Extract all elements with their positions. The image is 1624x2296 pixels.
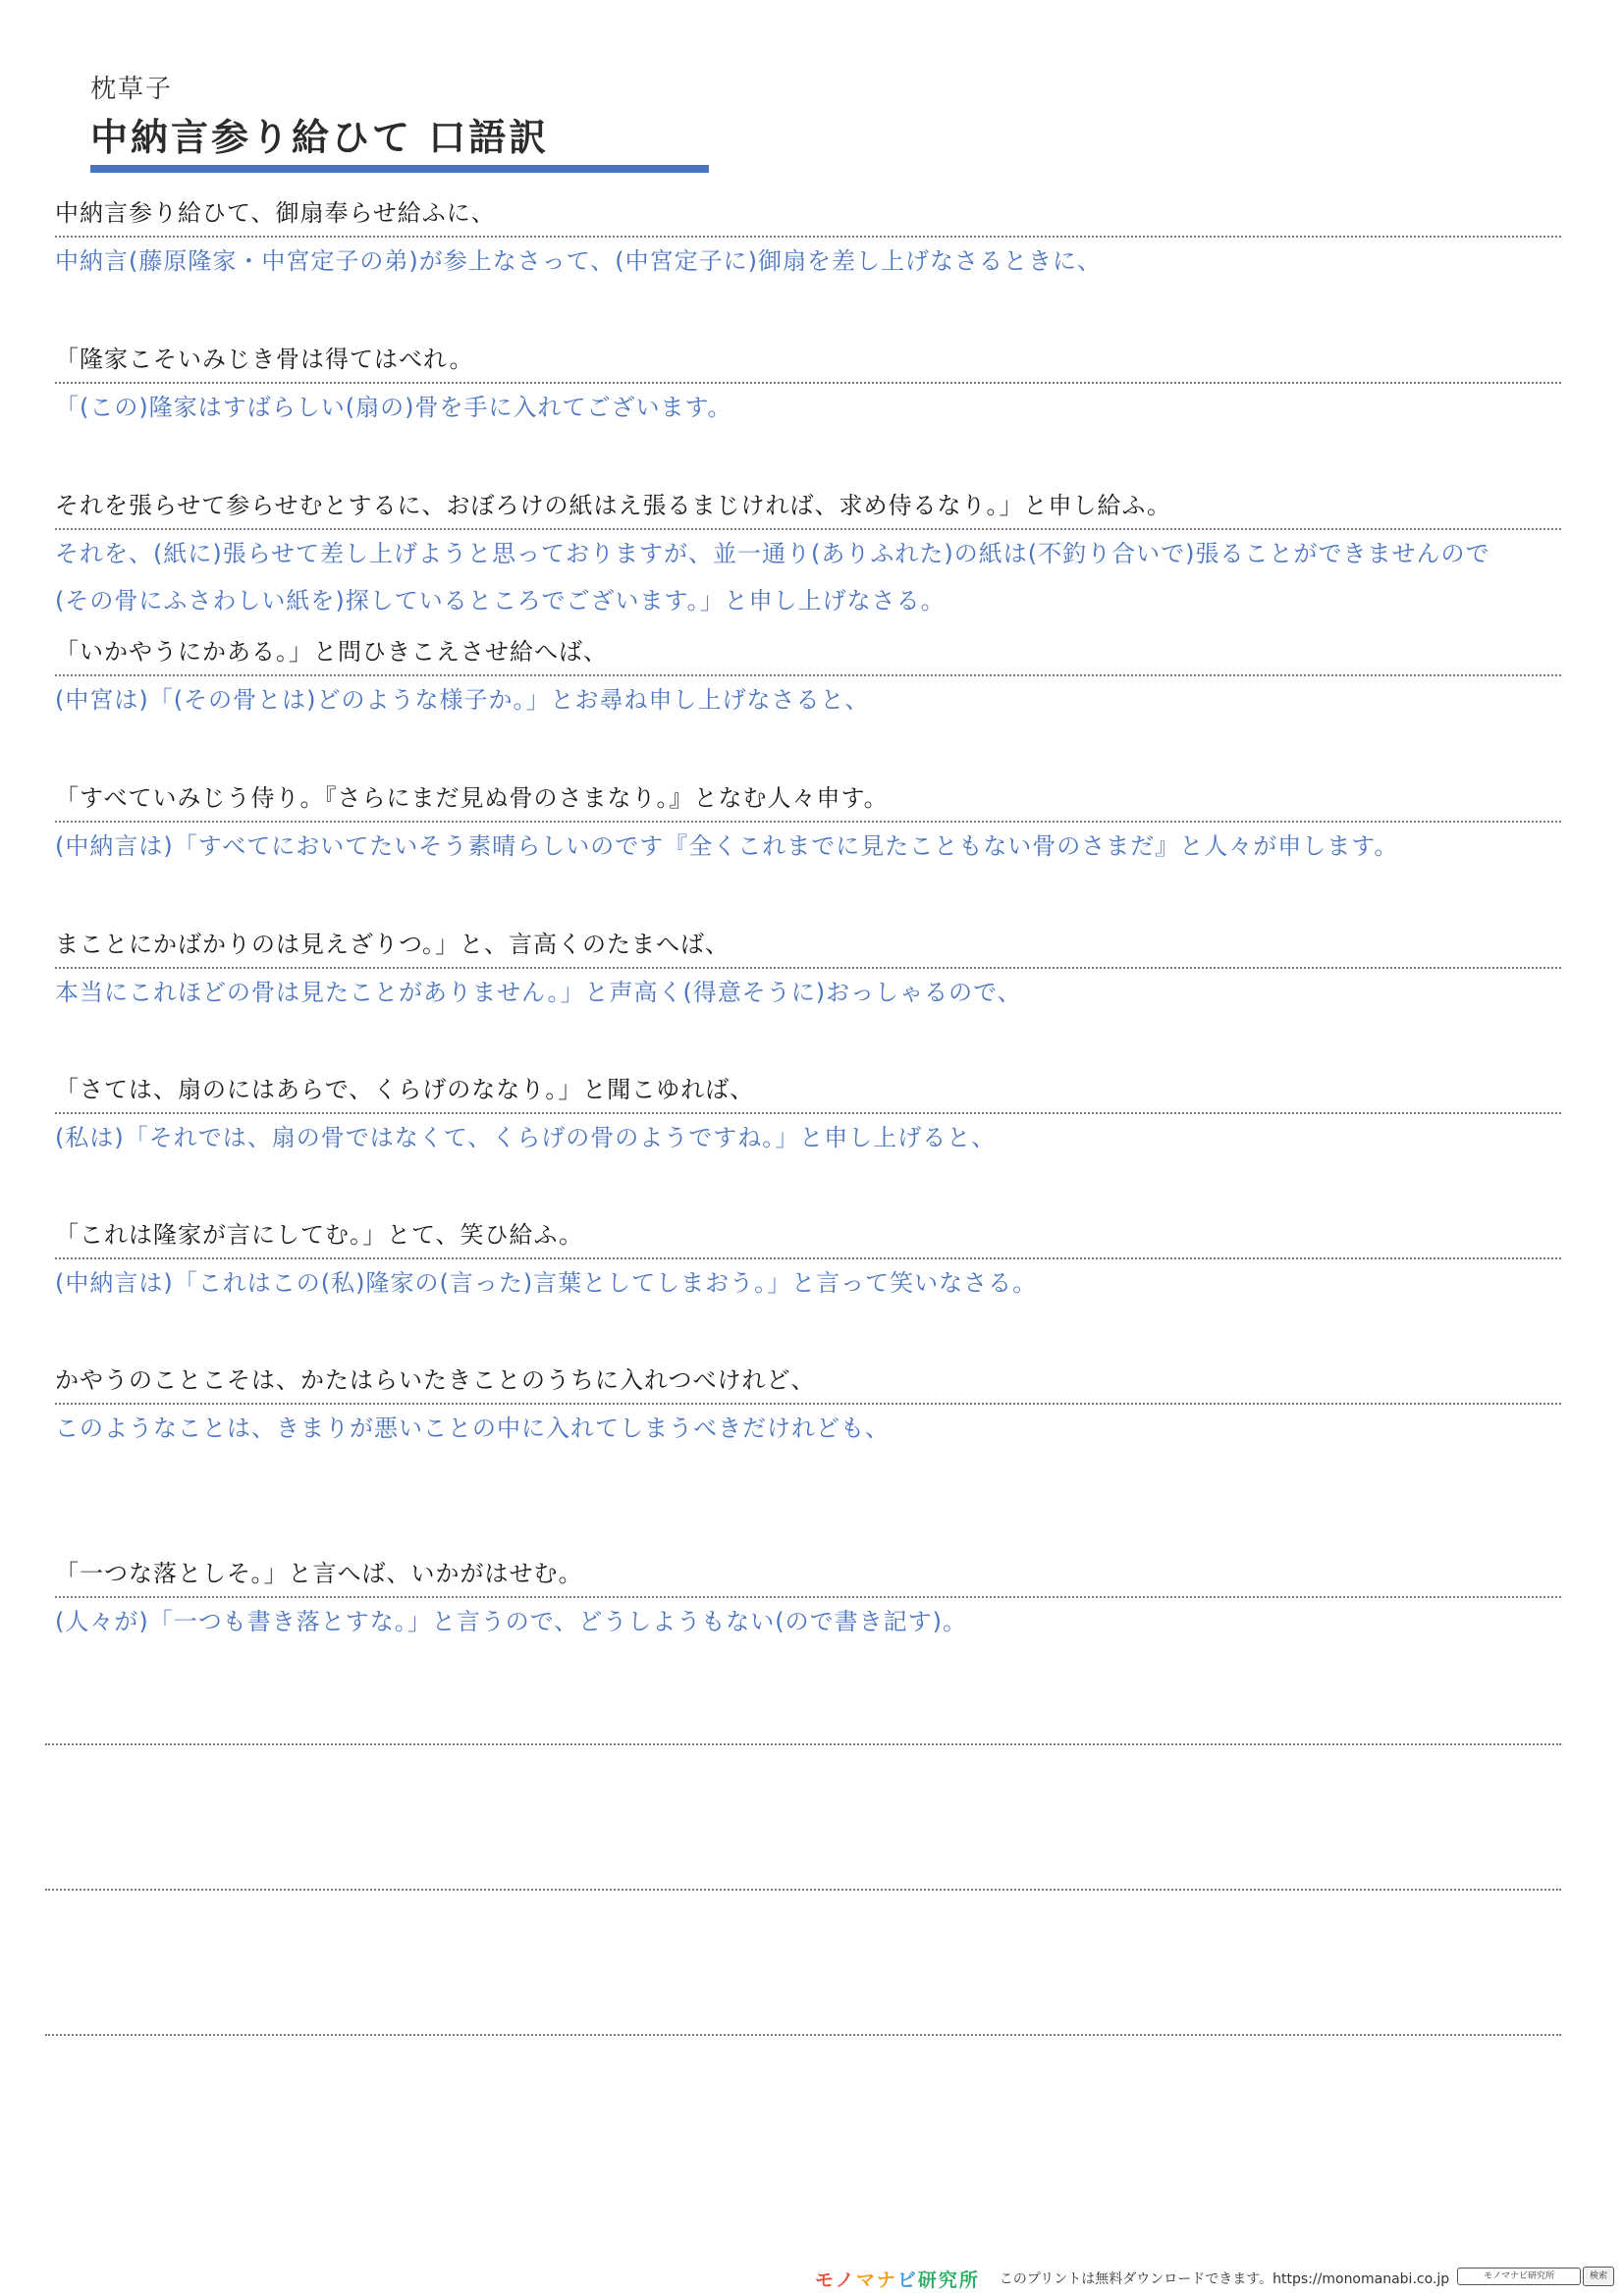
entry-6 [55, 928, 1561, 1016]
original-text: 「これは隆家が言にしてむ。」とて、笑ひ給ふ。 [55, 1221, 583, 1249]
original-text: 「隆家こそいみじき骨は得てはべれ。 [55, 346, 474, 373]
translation-text: 本当にこれほどの骨は見たことがありません。」と声高く(得意そうに)おっしゃるので、 [55, 979, 1022, 1006]
translation-text: (私は)「それでは、扇の骨ではなくて、くらげの骨のようですね。」と申し上げると、 [55, 1124, 997, 1151]
translation-text: このようなことは、きまりが悪いことの中に入れてしまうべきだけれども、 [55, 1415, 890, 1442]
original-text: それを張らせて参らせむとするに、おぼろけの紙はえ張るまじければ、求め侍るなり。」と申し給ふ。 [55, 492, 1172, 519]
entry-10 [55, 1557, 1561, 1645]
original-text: 「すべていみじう侍り。『さらにまだ見ぬ骨のさまなり。』となむ人々申す。 [55, 784, 889, 812]
translation-text: (中納言は)「これはこの(私)隆家の(言った)言葉としてしまおう。」と言って笑いなさる。 [55, 1269, 1038, 1297]
entry-1 [55, 196, 1561, 285]
translation-text: (中宮は)「(その骨とは)どのような様子か。」とお尋ね申し上げなさると、 [55, 686, 870, 714]
entry-2 [55, 343, 1561, 431]
footer [815, 2266, 1449, 2291]
entry-7 [55, 1073, 1561, 1161]
original-text: 「一つな落としそ。」と言へば、いかがはせむ。 [55, 1560, 583, 1587]
blank-writing-line [45, 2034, 1561, 2036]
original-text: まことにかばかりのは見えざりつ。」と、言高くのたまへば、 [55, 931, 731, 958]
translation-text: 中納言(藤原隆家・中宮定子の弟)が参上なさって、(中宮定子に)御扇を差し上げなさるときに、 [55, 247, 1102, 275]
blank-writing-line [45, 1889, 1561, 1891]
entry-9 [55, 1363, 1561, 1452]
entry-3 [55, 489, 1561, 624]
search-box[interactable]: モノマナビ研究所 [1457, 2268, 1581, 2285]
original-text: 中納言参り給ひて、御扇奉らせ給ふに、 [55, 199, 496, 227]
page-header [90, 69, 549, 161]
search-button[interactable]: 検索 [1583, 2267, 1614, 2286]
original-text: 「さては、扇のにはあらで、くらげのななり。」と聞こゆれば、 [55, 1076, 755, 1103]
download-notice: このプリントは無料ダウンロードできます。https://monomanabi.co.jp [999, 2271, 1450, 2287]
page-subtitle: 枕草子 [90, 75, 174, 104]
page-title: 中納言参り給ひて 口語訳 [90, 116, 550, 159]
title-underline [90, 165, 709, 173]
entry-4 [55, 635, 1561, 723]
entry-8 [55, 1218, 1561, 1307]
original-text: 「いかやうにかある。」と問ひきこえさせ給へば、 [55, 638, 608, 666]
translation-text: 「(この)隆家はすばらしい(扇の)骨を手に入れてございます。 [55, 394, 732, 421]
brand-logo: モノマナビ研究所 [815, 2269, 980, 2291]
translation-text: (その骨にふさわしい紙を)探しているところでございます。」と申し上げなさる。 [55, 587, 946, 614]
entry-5 [55, 781, 1561, 870]
original-text: かやうのことこそは、かたはらいたきことのうちに入れつべけれど、 [55, 1366, 816, 1394]
translation-text: (人々が)「一つも書き落とすな。」と言うので、どうしようもない(ので書き記す)。 [55, 1608, 967, 1635]
blank-writing-line [45, 1743, 1561, 1745]
translation-text: (中納言は)「すべてにおいてたいそう素晴らしいのです『全くこれまでに見たこともない骨のさまだ』と人々が申します。 [55, 832, 1399, 860]
translation-text: それを、(紙に)張らせて差し上げようと思っておりますが、並一通り(ありふれた)の紙は(不釣り合いで)張ることができませんので [55, 540, 1490, 567]
